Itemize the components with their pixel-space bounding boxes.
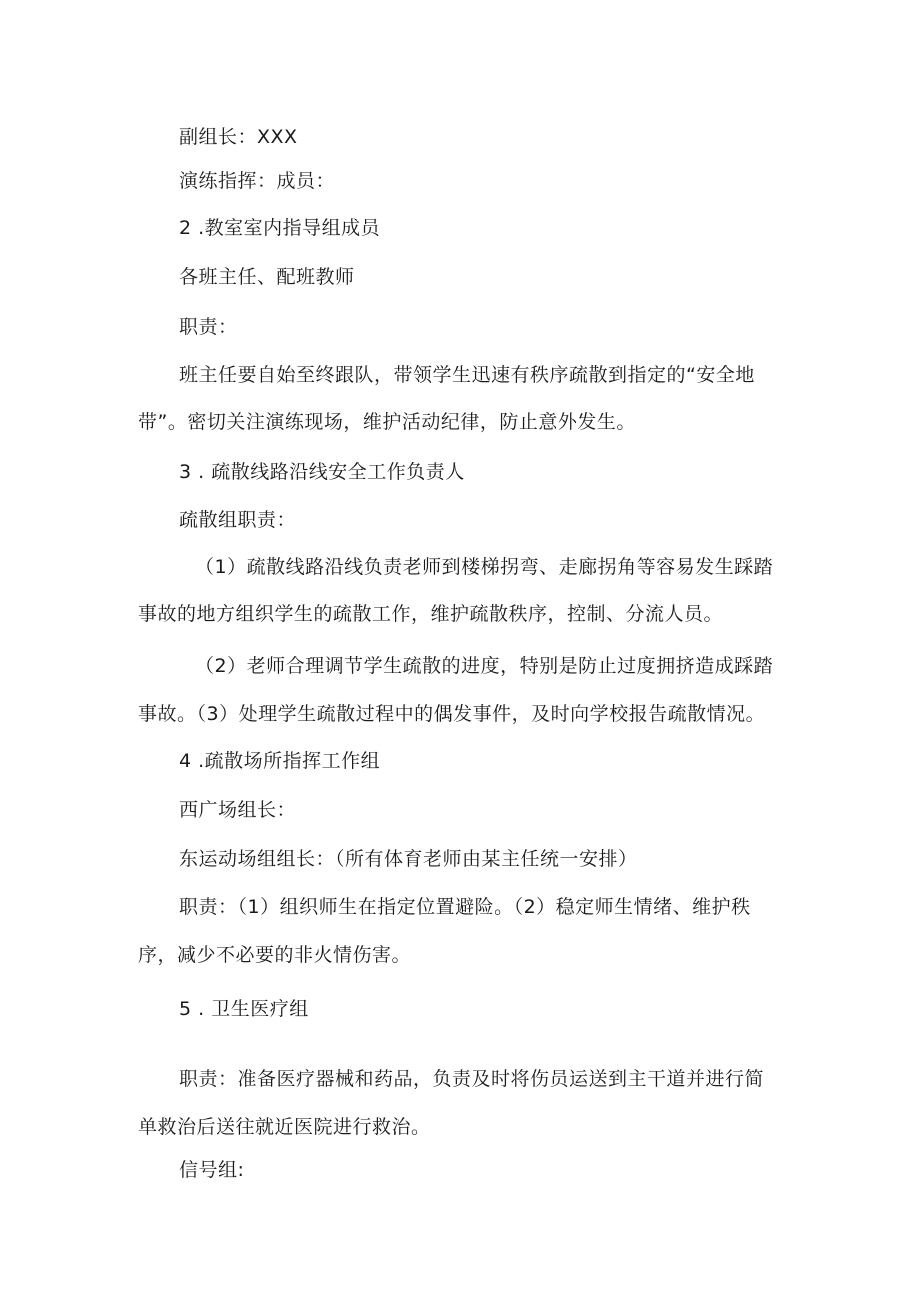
paragraph-line: 职责：（1）组织师生在指定位置避险。（2）稳定师生情绪、维护秩 [179,896,751,918]
text-line-signal-group: 信号组: [179,1159,245,1181]
paragraph-line: 序，减少不必要的非火情伤害。 [138,944,412,966]
paragraph-line: （2）老师合理调节学生疏散的进度，特别是防止过度拥挤造成踩踏 [195,655,774,677]
paragraph-line: （1）疏散线路沿线负责老师到楼梯拐弯、走廊拐角等容易发生踩踏 [195,556,774,578]
paragraph-line: 班主任要自始至终跟队，带领学生迅速有秩序疏散到指定的“安全地 [179,364,755,386]
text-line-deputy-leader: 副组长：XXX [179,126,298,148]
text-line-duties-label: 职责： [179,316,238,338]
paragraph-line: 单救治后送往就近医院进行救治。 [138,1116,431,1138]
paragraph-line: 职责：准备医疗器械和药品，负责及时将伤员运送到主干道并进行简 [179,1068,765,1090]
text-line-class-teachers: 各班主任、配班教师 [179,266,355,288]
paragraph-line: 带”。密切关注演练现场，维护活动纪律，防止意外发生。 [138,411,636,433]
section-heading-5: 5 . 卫生医疗组 [179,998,309,1020]
paragraph-line: 事故。（3）处理学生疏散过程中的偶发事件，及时向学校报告疏散情况。 [138,703,766,725]
paragraph-line: 事故的地方组织学生的疏散工作，维护疏散秩序，控制、分流人员。 [138,603,724,625]
text-line-evacuation-duties: 疏散组职责： [179,509,297,531]
section-heading-3: 3 . 疏散线路沿线安全工作负责人 [179,461,465,483]
text-line-west-plaza: 西广场组长： [179,799,297,821]
text-line-east-sports-field: 东运动场组组长：（所有体育老师由某主任统一安排） [179,848,638,870]
section-heading-4: 4 .疏散场所指挥工作组 [179,750,381,772]
text-line-drill-commander: 演练指挥：成员： [179,170,336,192]
section-heading-2: 2 .教室室内指导组成员 [179,217,381,239]
